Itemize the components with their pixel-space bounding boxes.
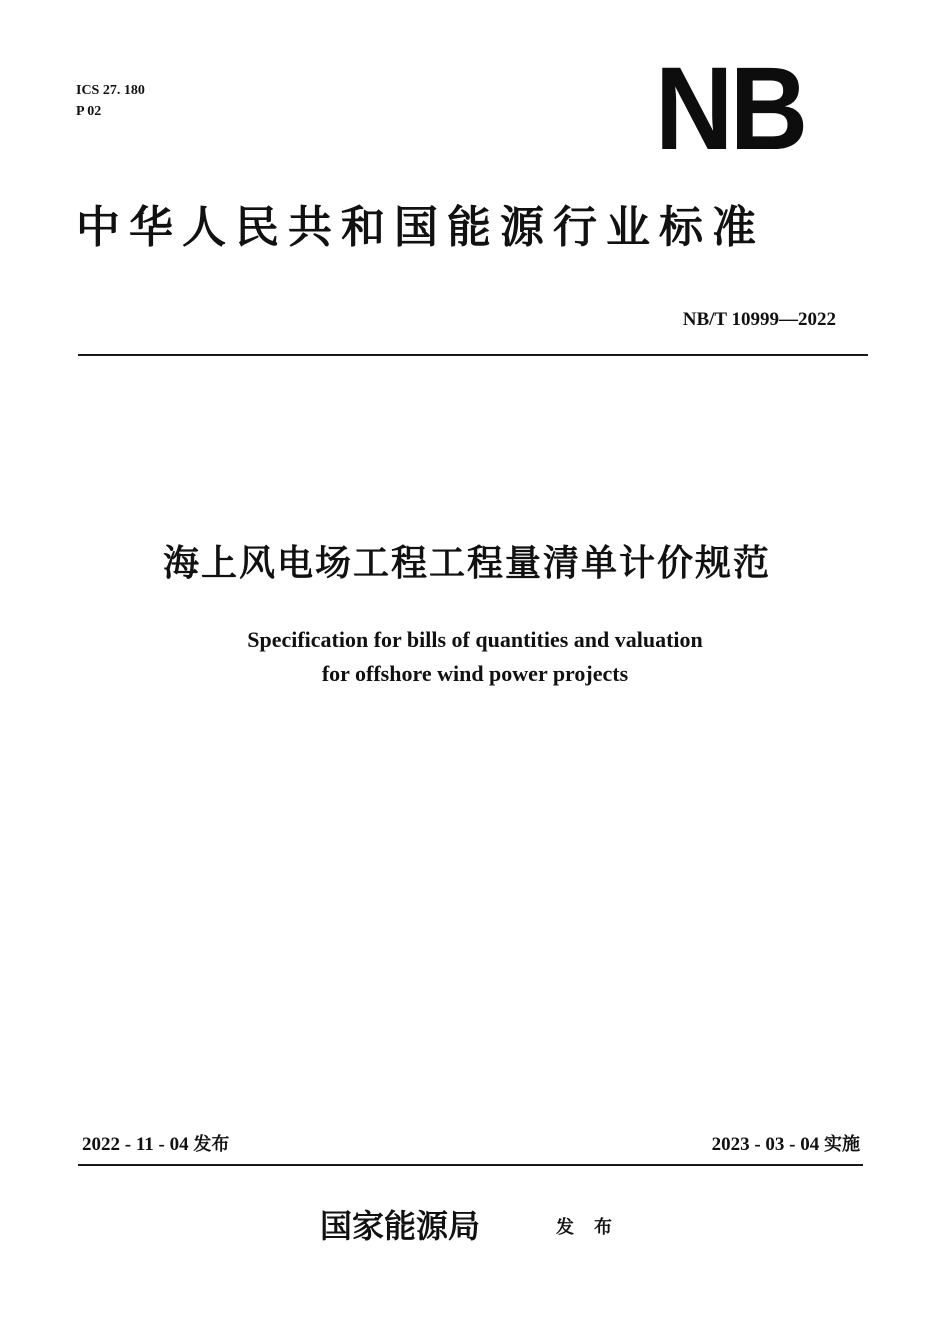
chinese-title: 海上风电场工程工程量清单计价规范 <box>162 543 771 584</box>
implement-date-block <box>712 1132 860 1158</box>
english-title-line2: for offshore wind power projects <box>321 661 629 686</box>
bottom-divider <box>78 1164 863 1166</box>
ics-code-block <box>76 80 145 122</box>
english-title <box>0 623 950 691</box>
publisher-label: 发布 <box>556 1217 632 1238</box>
org-title: 中华人民共和国能源行业标准 <box>76 202 765 253</box>
issue-date: 2022 - 11 - 04 <box>82 1134 189 1155</box>
issue-label: 发布 <box>193 1134 230 1155</box>
implement-label: 实施 <box>824 1134 860 1155</box>
ics-code: ICS 27. 180 <box>76 83 145 98</box>
issue-date-block <box>82 1132 229 1158</box>
publisher-name: 国家能源局 <box>320 1207 481 1245</box>
classification-code: P 02 <box>76 104 102 119</box>
nb-logo: NB <box>655 43 805 175</box>
implement-date: 2023 - 03 - 04 <box>711 1134 820 1155</box>
standard-number: NB/T 10999—2022 <box>682 309 836 330</box>
english-title-line1: Specification for bills of quantities and valuation <box>247 627 703 652</box>
top-divider <box>78 354 868 356</box>
